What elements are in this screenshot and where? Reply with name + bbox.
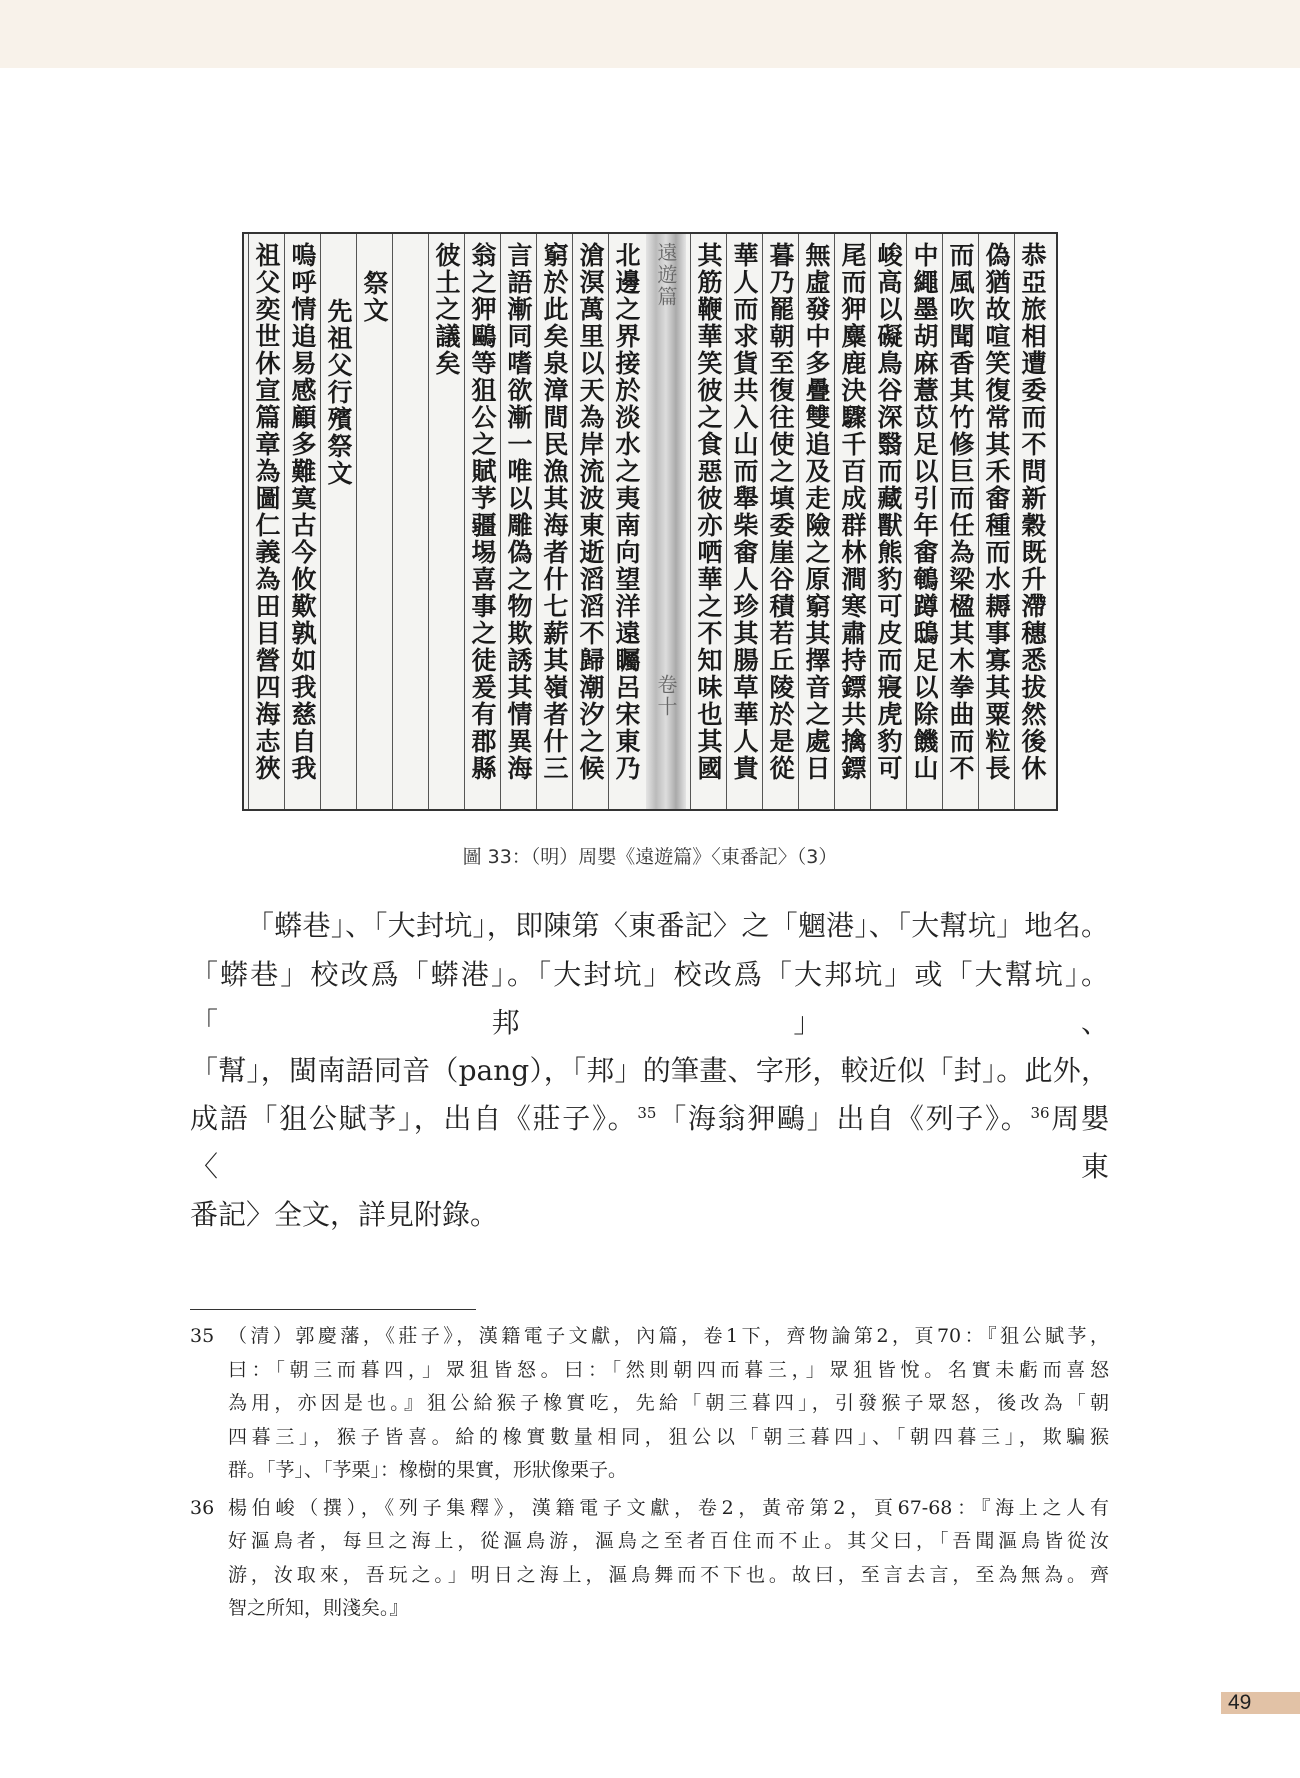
footnote-line: 為用，亦因是也。』狙公給猴子橡實吃，先給「朝三暮四」，引發猴子眾怒，後改為「朝	[228, 1392, 1109, 1414]
body-line: 番記〉全文，詳見附錄。	[190, 1198, 499, 1231]
footnote-line: 游，汝取來，吾玩之。」明日之海上，漚鳥舞而不下也。故曰，至言去言，至為無為。齊	[228, 1563, 1109, 1586]
body-line	[190, 1095, 1109, 1191]
text-column: 窮於此矣泉漳間民漁其海者什七薪其嶺者什三	[536, 234, 572, 809]
footnote-line: 四暮三」，猴子皆喜。給的橡實數量相同，狙公以「朝三暮四」、「朝四暮三」，欺騙猴	[228, 1425, 1109, 1448]
left-page	[248, 234, 644, 809]
body-text: 「海翁狎鷗」出自《列子》。	[656, 1102, 1031, 1135]
footnote-ref-35[interactable]: 35	[637, 1104, 657, 1122]
footnote-ref-36[interactable]: 36	[1030, 1104, 1050, 1122]
text-column: 其筋鞭華笑彼之食惡彼亦哂華之不知味也其國	[690, 234, 726, 809]
footnote-divider	[190, 1309, 476, 1310]
text-column: 暮乃罷朝至復往使之填委崖谷積若丘陵於是從	[762, 234, 798, 809]
footnote-line: （清）郭慶藩，《莊子》，漢籍電子文獻，內篇，卷1下，齊物論第2，頁70：『狙公賦芧，	[228, 1325, 1109, 1347]
text-column: 偽猶故喧笑復常其禾畬種而水耨事寡其粟粒長	[978, 234, 1014, 809]
text-column: 而風吹聞香其竹修巨而任為梁楹其木拳曲而不	[942, 234, 978, 809]
body-line: 「蟒巷」校改爲「蟒港」。「大封坑」校改爲「大邦坑」或「大幫坑」。「邦」、	[190, 957, 1109, 1039]
book-spine	[646, 234, 686, 809]
text-column: 言語漸同嗜欲漸一唯以雕偽之物欺誘其情異海	[500, 234, 536, 809]
text-column: 尾而狎麋鹿決驟千百成群林澗寒肅持鏢共擒鏢	[834, 234, 870, 809]
margin-volume: 卷十	[654, 674, 678, 718]
text-column	[392, 234, 428, 809]
body-line: 「蟒巷」、「大封坑」，即陳第〈東番記〉之「魍港」、「大幫坑」地名。	[246, 909, 1109, 942]
margin-title: 遠遊篇	[654, 242, 678, 308]
figure-scanned-book-pages	[242, 232, 1058, 811]
text-column: 祖父奕世休宣篇章為圖仁義為田目營四海志狹	[248, 234, 284, 809]
figure-caption: 圖 33：（明）周嬰《遠遊篇》〈東番記〉（3）	[462, 846, 838, 868]
text-column: 滄溟萬里以天為岸流波東逝滔滔不歸潮汐之候	[572, 234, 608, 809]
text-column: 北邊之界接於淡水之夷南向望洋遠矚呂宋東乃	[608, 234, 644, 809]
text-column: 峻高以礙鳥谷深翳而藏獸熊豹可皮而寢虎豹可	[870, 234, 906, 809]
body-text: 成語「狙公賦芧」，出自《莊子》。	[190, 1102, 638, 1135]
footnote-36	[190, 1492, 1109, 1626]
footnote-line: 曰：「朝三而暮四，」眾狙皆怒。曰：「然則朝四而暮三，」眾狙皆悅。名實未虧而喜怒	[228, 1358, 1109, 1381]
footnotes	[190, 1320, 1109, 1630]
footnote-line: 好漚鳥者，每旦之海上，從漚鳥游，漚鳥之至者百住而不止。其父曰，「吾聞漚鳥皆從汝	[228, 1530, 1109, 1552]
text-column: 嗚呼情追易感顧多難寞古今攸歎孰如我慈自我	[284, 234, 320, 809]
page-number: 49	[1221, 1692, 1300, 1714]
right-page	[690, 234, 1050, 809]
footnote-line: 楊伯峻（撰），《列子集釋》，漢籍電子文獻，卷2，黃帝第2，頁67-68：『海上之人有	[228, 1496, 1109, 1519]
text-column: 中繩墨胡麻薏苡足以引年畬鵪蹲鴟足以除饑山	[906, 234, 942, 809]
footnote-number: 35	[190, 1325, 215, 1347]
footnote-number: 36	[190, 1496, 215, 1519]
text-column: 祭文	[356, 234, 392, 809]
footnote-35	[190, 1320, 1109, 1488]
footnote-line: 智之所知，則淺矣。』	[228, 1597, 409, 1619]
text-column: 翁之狎鷗等狙公之賦芧疆埸喜事之徒爰有郡縣	[464, 234, 500, 809]
text-column: 無虛發中多疊雙追及走險之原窮其擇音之處日	[798, 234, 834, 809]
text-column: 彼土之議矣	[428, 234, 464, 809]
body-line: 「幫」，閩南語同音（pang），「邦」的筆畫、字形，較近似「封」。此外，	[190, 1053, 1109, 1087]
text-column: 恭亞旅相遭委而不問新穀既升滯穗悉拔然後休	[1014, 234, 1050, 809]
footnote-line: 群。「芧」、「芧栗」：橡樹的果實，形狀像栗子。	[228, 1459, 628, 1481]
body-paragraph	[190, 902, 1109, 1240]
body-text: 周嬰〈東	[190, 1102, 1109, 1183]
header-band	[0, 0, 1300, 68]
text-column: 華人而求貨共入山而舉柴畬人珍其腸草華人貴	[726, 234, 762, 809]
text-column: 先祖父行殯祭文	[320, 234, 356, 809]
